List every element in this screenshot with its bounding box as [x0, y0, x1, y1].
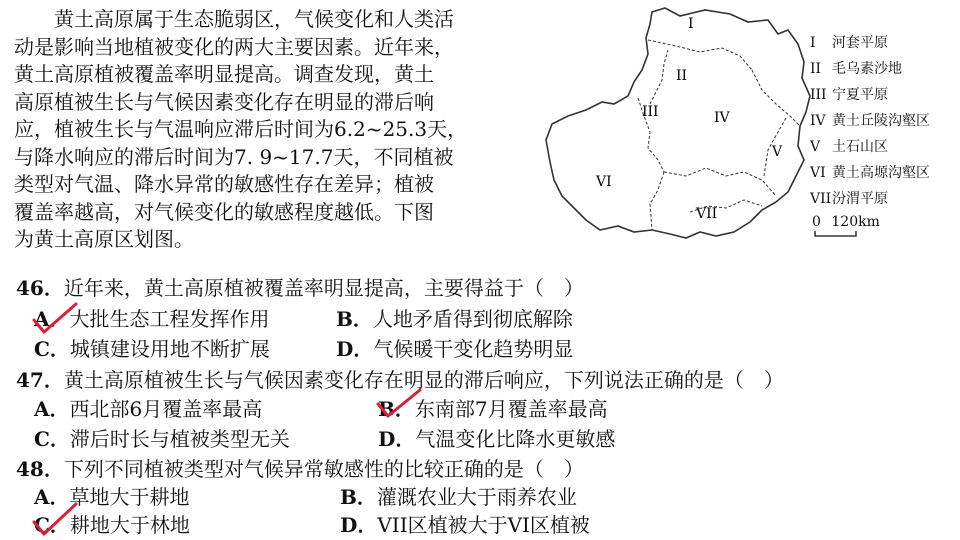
legend-item: [810, 160, 930, 186]
region-label-V: V: [772, 144, 783, 160]
region-label-VII: VII: [696, 206, 718, 222]
region-label-VI: VI: [596, 174, 612, 190]
intro-line: 覆盖率越高，对气候变化的敏感程度越低。下图: [14, 199, 434, 224]
check-mark-icon: [24, 300, 84, 336]
legend-item: [810, 108, 930, 134]
option-48-b[interactable]: [340, 481, 577, 510]
legend-code: VI: [810, 165, 826, 181]
legend-code: III: [810, 87, 827, 103]
region-label-II: II: [676, 68, 688, 84]
option-text: 气候暖干变化趋势明显: [373, 337, 574, 361]
intro-line: 应，植被生长与气温响应滞后时间为6.2~25.3天，: [14, 117, 468, 141]
question-stem: 黄土高原植被生长与气候因素变化存在明显的滞后响应，下列说法正确的是（ ）: [63, 368, 784, 392]
legend-name: 汾渭平原: [832, 191, 888, 207]
question-stem: 近年来，黄土高原植被覆盖率明显提高，主要得益于（ ）: [63, 276, 584, 300]
option-text: VII区植被大于VI区植被: [377, 513, 590, 537]
option-46-c[interactable]: [34, 333, 270, 362]
plateau-boundary: [546, 8, 810, 238]
option-letter: C．: [34, 513, 70, 537]
option-letter: A．: [34, 485, 70, 509]
legend-item: [810, 134, 930, 160]
option-text: 大批生态工程发挥作用: [69, 307, 270, 331]
legend-code: I: [810, 35, 816, 51]
option-text: 城镇建设用地不断扩展: [69, 337, 270, 361]
region-label-IV: IV: [714, 110, 730, 126]
question-number: 48．: [16, 457, 64, 481]
question-number: 47．: [16, 368, 64, 392]
option-47-a[interactable]: [34, 393, 262, 422]
option-letter: D．: [336, 337, 374, 361]
option-letter: B．: [336, 307, 373, 331]
legend-name: 黄土丘陵沟壑区: [832, 113, 930, 129]
question-stem: 下列不同植被类型对气候异常敏感性的比较正确的是（ ）: [63, 457, 584, 481]
option-text: 东南部7月覆盖率最高: [414, 397, 608, 421]
legend-code: V: [810, 139, 821, 155]
question-46: [16, 272, 584, 301]
option-letter: B．: [340, 485, 377, 509]
option-text: 西北部6月覆盖率最高: [69, 397, 263, 421]
division-line: [650, 50, 668, 104]
option-47-c[interactable]: [34, 423, 290, 452]
legend-code: II: [810, 61, 822, 77]
intro-line: 黄土高原属于生态脆弱区，气候变化和人类活: [54, 7, 454, 31]
scale-line: [814, 230, 858, 238]
legend-name: 毛乌素沙地: [832, 61, 902, 77]
option-letter: C．: [34, 427, 70, 451]
option-text: 气温变化比降水更敏感: [415, 427, 616, 451]
option-text: 草地大于耕地: [69, 485, 190, 509]
legend-name: 宁夏平原: [832, 87, 888, 103]
division-line: [650, 172, 664, 230]
option-46-d[interactable]: [336, 333, 573, 362]
check-mark-icon: [24, 500, 84, 538]
question-number: 46．: [16, 276, 64, 300]
legend-name: 黄土高塬沟壑区: [832, 165, 930, 181]
scale-label: 120km: [831, 214, 880, 230]
legend-code: VII: [810, 191, 832, 207]
option-letter: D．: [378, 427, 416, 451]
question-48: [16, 453, 584, 482]
legend-name: 河套平原: [832, 35, 888, 51]
option-text: 耕地大于林地: [69, 513, 190, 537]
legend-name: 土石山区: [832, 139, 888, 155]
option-text: 滞后时长与植被类型无关: [69, 427, 290, 451]
division-line: [664, 168, 776, 196]
intro-line: 动是影响当地植被变化的两大主要因素。近年来，: [14, 34, 454, 59]
option-letter: C．: [34, 337, 70, 361]
scale-bar: [812, 214, 880, 230]
option-letter: B．: [378, 397, 415, 421]
intro-line: 类型对气温、降水异常的敏感性存在差异；植被: [14, 172, 434, 196]
option-letter: A．: [34, 307, 70, 331]
check-mark-icon: [370, 386, 430, 422]
legend-item: [810, 186, 930, 212]
intro-line: 为黄土高原区划图。: [14, 227, 194, 251]
scale-zero: 0: [812, 214, 821, 230]
option-letter: D．: [340, 513, 378, 537]
option-48-d[interactable]: [340, 509, 590, 538]
intro-line: 高原植被生长与气候因素变化存在明显的滞后响: [14, 89, 434, 114]
map-legend: [810, 30, 930, 212]
division-line: [752, 70, 800, 126]
option-text: 灌溉农业大于雨养农业: [376, 485, 577, 509]
intro-line: 与降水响应的滞后时间为7. 9~17.7天，不同植被: [14, 144, 454, 169]
intro-line: 黄土高原植被覆盖率明显提高。调查发现，黄土: [14, 62, 434, 86]
legend-item: [810, 56, 930, 82]
option-text: 人地矛盾得到彻底解除: [372, 307, 573, 331]
legend-code: IV: [810, 113, 826, 129]
option-47-d[interactable]: [378, 423, 615, 452]
intro-paragraph: [14, 6, 534, 254]
option-letter: A．: [34, 397, 70, 421]
region-label-I: I: [688, 16, 694, 32]
option-46-b[interactable]: [336, 303, 573, 332]
legend-item: [810, 82, 930, 108]
legend-item: [810, 30, 930, 56]
region-label-III: III: [642, 104, 659, 120]
